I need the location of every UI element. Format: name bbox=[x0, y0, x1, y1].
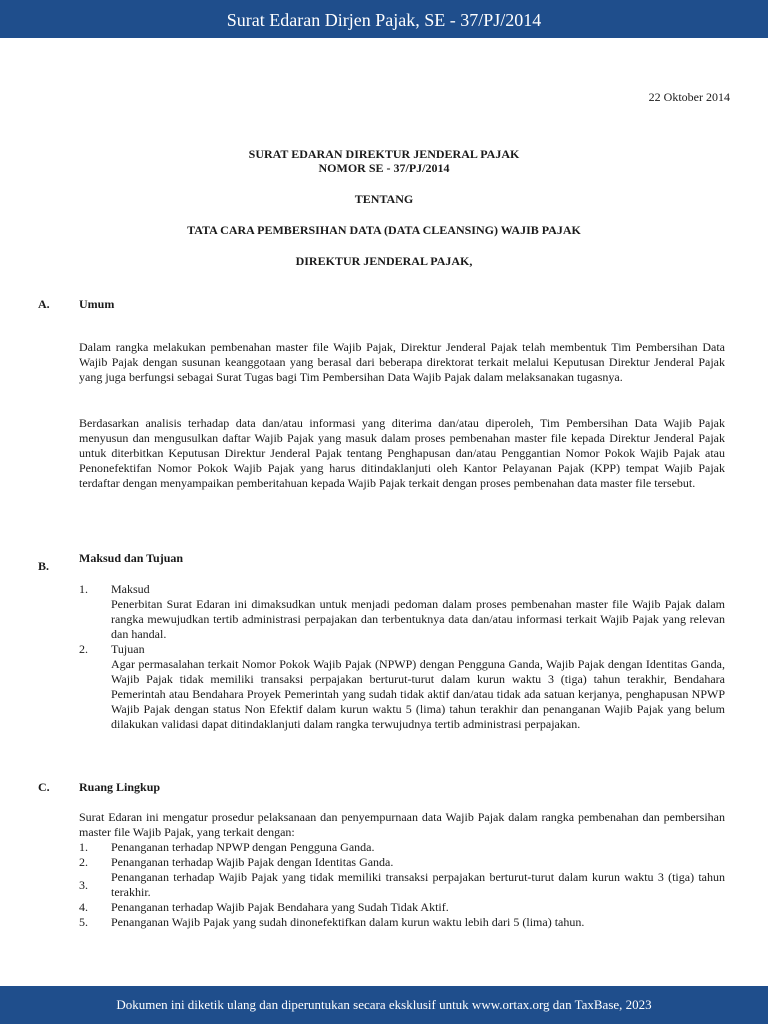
list-item bbox=[79, 642, 725, 732]
list-item-number: 3. bbox=[79, 877, 88, 892]
list-item bbox=[79, 840, 725, 855]
title-line-2: NOMOR SE - 37/PJ/2014 bbox=[318, 161, 450, 175]
list-item-text: Penanganan terhadap Wajib Pajak dengan Identitas Ganda. bbox=[111, 855, 394, 869]
section-b-letter: B. bbox=[38, 559, 50, 573]
document-date: 22 Oktober 2014 bbox=[648, 90, 730, 104]
list-item-number: 4. bbox=[79, 900, 88, 914]
list-item bbox=[79, 582, 725, 642]
section-b-heading: Maksud dan Tujuan bbox=[79, 551, 184, 565]
list-item-number: 2. bbox=[79, 855, 88, 869]
list-item bbox=[79, 870, 725, 900]
list-item bbox=[79, 915, 725, 930]
list-item-title: Maksud bbox=[111, 582, 150, 596]
list-item-number: 1. bbox=[79, 582, 88, 596]
section-a-paragraph-2: Berdasarkan analisis terhadap data dan/atau informasi yang diterima dan/atau diperoleh, Tim Pembersihan Data Wajib Pajak menyusun dan mengusulkan daftar Wajib Pajak yang masuk dalam proses pembenahan master file kepada Direktur Jenderal Pajak untuk diterbitkan Keputusan Direktur Jenderal Pajak tentang Penghapusan dan/atau Penggantian Nomor Pokok Wajib Pajak atau Penonefektifan Nomor Pokok Wajib Pajak yang harus ditindaklanjuti oleh Kantor Pelayanan Pajak (KPP) tempat Wajib Pajak terdaftar dengan menyampaikan pemberitahuan kepada Wajib Pajak terkait dengan proses pembenahan data master file tersebut. bbox=[79, 416, 725, 490]
list-item-text: Agar permasalahan terkait Nomor Pokok Wajib Pajak (NPWP) dengan Pengguna Ganda, Wajib Pajak dengan Identitas Ganda, Wajib Pajak tidak memiliki transaksi perpajakan berturut-turut dalam kurun waktu 3 (tiga) tahun terakhir, Bendahara Pemerintah atau Bendahara Proyek Pemerintah yang sudah tidak aktif dan/atau tidak ada satuan kerjanya, penghapusan NPWP Wajib Pajak dengan status Non Efektif dalam kurun waktu 5 (lima) tahun terakhir dan penanganan Wajib Pajak yang belum dilakukan validasi dapat ditindaklanjuti dalam rangka terwujudnya tertib administrasi perpajakan. bbox=[111, 657, 725, 731]
list-item bbox=[79, 855, 725, 870]
list-item-number: 1. bbox=[79, 840, 88, 854]
section-b-list bbox=[79, 582, 725, 732]
section-c-heading: Ruang Lingkup bbox=[79, 780, 161, 794]
section-c-letter: C. bbox=[38, 780, 50, 794]
title-tentang: TENTANG bbox=[354, 192, 414, 206]
title-line-1: SURAT EDARAN DIREKTUR JENDERAL PAJAK bbox=[248, 147, 520, 161]
title-signatory: DIREKTUR JENDERAL PAJAK, bbox=[295, 254, 473, 268]
document-footer-bar bbox=[0, 986, 768, 1024]
section-a-heading: Umum bbox=[79, 297, 115, 311]
section-c-list bbox=[79, 840, 725, 930]
list-item-text: Penanganan Wajib Pajak yang sudah dinonefektifkan dalam kurun waktu lebih dari 5 (lima) tahun. bbox=[111, 915, 585, 929]
list-item-text: Penanganan terhadap NPWP dengan Pengguna Ganda. bbox=[111, 840, 375, 854]
list-item-title: Tujuan bbox=[111, 642, 145, 656]
title-subject: TATA CARA PEMBERSIHAN DATA (DATA CLEANSING) WAJIB PAJAK bbox=[187, 223, 581, 237]
list-item-text: Penanganan terhadap Wajib Pajak Bendahara yang Sudah Tidak Aktif. bbox=[111, 900, 449, 914]
footer-notice: Dokumen ini diketik ulang dan diperuntukan secara eksklusif untuk www.ortax.org dan TaxBase, 2023 bbox=[116, 997, 652, 1012]
list-item-number: 5. bbox=[79, 915, 88, 929]
list-item bbox=[79, 900, 725, 915]
list-item-text: Penerbitan Surat Edaran ini dimaksudkan untuk menjadi pedoman dalam proses pembenahan master file Wajib Pajak dalam rangka mewujudkan tertib administrasi perpajakan dan terbentuknya data dan/atau informasi terkait Wajib Pajak yang relevan dan handal. bbox=[111, 597, 725, 641]
list-item-number: 2. bbox=[79, 642, 88, 656]
section-a-letter: A. bbox=[38, 297, 50, 311]
section-a-paragraph-1: Dalam rangka melakukan pembenahan master file Wajib Pajak, Direktur Jenderal Pajak telah membentuk Tim Pembersihan Data Wajib Pajak dengan susunan keanggotaan yang berasal dari beberapa direktorat terkait melalui Keputusan Direktur Jenderal Pajak yang juga berfungsi sebagai Surat Tugas bagi Tim Pembersihan Data Wajib Pajak dalam melaksanakan tugasnya. bbox=[79, 340, 725, 384]
section-c-intro: Surat Edaran ini mengatur prosedur pelaksanaan dan penyempurnaan data Wajib Pajak dalam rangka pembenahan dan pembersihan master file Wajib Pajak, yang terkait dengan: bbox=[79, 810, 725, 839]
list-item-text: Penanganan terhadap Wajib Pajak yang tidak memiliki transaksi perpajakan berturut-turut dalam kurun waktu 3 (tiga) tahun terakhir. bbox=[111, 870, 725, 899]
document-header-bar bbox=[0, 0, 768, 38]
document-header-title: Surat Edaran Dirjen Pajak, SE - 37/PJ/2014 bbox=[226, 10, 542, 30]
